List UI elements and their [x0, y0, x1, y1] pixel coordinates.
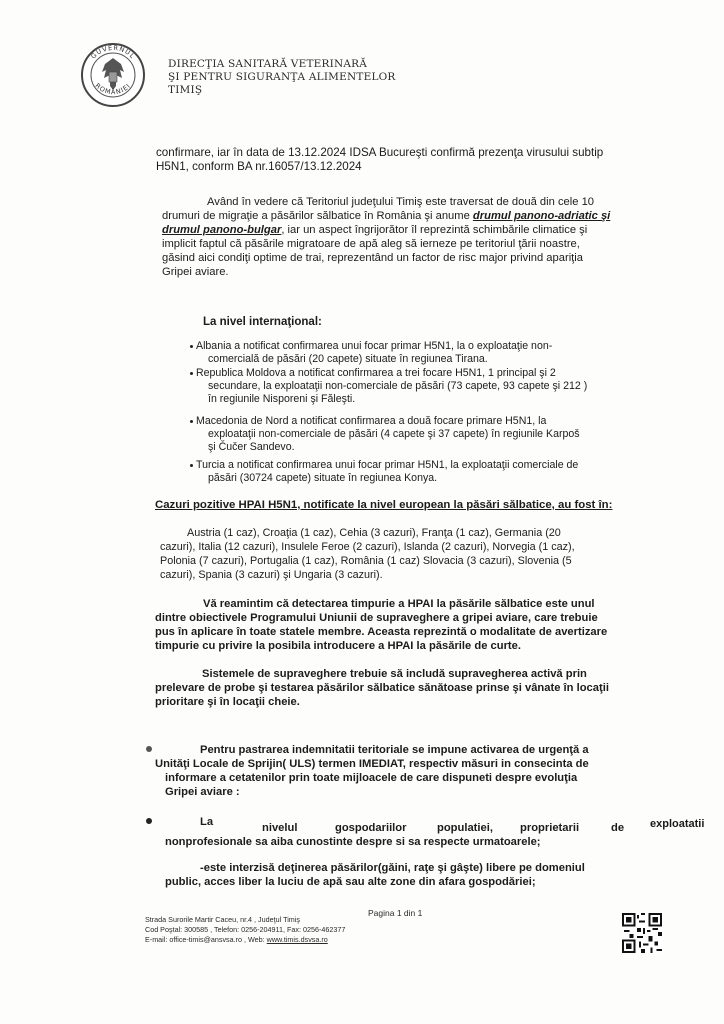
households-line-3: -este interzisă deţinerea păsărilor(găini, raţe şi gâşte) libere pe domeniul [200, 862, 585, 874]
surveillance-line-3: prioritare şi în locaţii cheie. [155, 696, 300, 708]
surveillance-line-2: prelevare de probe şi testarea păsărilor sălbatice sănătoase prinse şi vânate în locaţii [155, 682, 609, 694]
org-line-1: DIRECŢIA SANITARĂ VETERINARĂ [168, 58, 368, 70]
europe-line-4: cazuri), Spania (3 cazuri) şi Ungaria (3 cazuri). [160, 569, 383, 581]
para1-line-4: implicit faptul că păsările migratoare de apă aleg să ierneze pe teritoriul ţării noastre, [162, 238, 580, 250]
government-seal-icon [80, 42, 146, 108]
route-adriatic: drumul panono-adriatic şi [472, 210, 611, 222]
uls-line-4: Gripei aviare : [165, 786, 240, 798]
footer-web-link[interactable]: www.timis.dsvsa.ro [266, 935, 328, 944]
para1-line-2 [162, 210, 610, 223]
uls-line-3: informare a cetatenilor prin toate mijloacele de care dispuneti despre evoluţia [165, 772, 578, 784]
uls-line-1: Pentru pastrarea indemnitatii teritoriale se impune activarea de urgenţă a [200, 744, 589, 756]
footer-email: E-mail: office-timis@ansvsa.ro , Web: [145, 935, 267, 944]
households-line-4: public, acces liber la luciu de apă sau alte zone din afara gospodăriei; [165, 876, 536, 888]
route-bulgar: drumul panono-bulgar [162, 224, 282, 236]
bullet-dot-icon [190, 464, 193, 467]
households-word-4: populatiei, [437, 822, 493, 834]
qr-code-icon [622, 913, 662, 953]
households-line-2: nonprofesionale sa aiba cunostinte despre si sa respecte urmatoarele; [165, 836, 541, 848]
bullet-turcia-line-1: Turcia a notificat confirmarea unui focar primar H5N1, la exploataţii comerciale de [196, 459, 579, 471]
reminder-line-4: timpurie cu privire la posibila introducere a HPAI la păsările de curte. [155, 640, 521, 652]
bullet-dot-icon [146, 746, 152, 752]
bullet-turcia [190, 459, 578, 472]
reminder-line-3: pus în aplicare în toate statele membre. Aceasta reprezintă o modalitate de avertizare [155, 626, 608, 638]
para1-line-5: găsind aici condiţi optime de trai, reprezentând un factor de risc major privind apariţia [162, 252, 583, 264]
para1-line-3 [162, 224, 587, 237]
para1-line-3-text: , iar un aspect îngrijorător îl reprezintă schimbările climatice şi [281, 224, 588, 236]
bullet-macedonia-line-2: exploataţii non-comerciale de păsări (4 capete şi 37 capete) în regiunile Karpoš [208, 428, 580, 440]
households-word-3: gospodariilor [335, 822, 407, 834]
bullet-moldova-line-2: secundare, la exploataţii non-comerciale de păsări (73 capete, 93 capete şi 212 ) [208, 380, 588, 392]
para1-line-1: Având în vedere că Teritoriul judeţului Timiş este traversat de două din cele 10 [207, 196, 595, 208]
para1-line-6: Gripei aviare. [162, 266, 229, 278]
europe-heading: Cazuri pozitive HPAI H5N1, notificate la nivel european la păsări sălbatice, au fost în: [155, 499, 613, 511]
intro-line-1: confirmare, iar în data de 13.12.2024 IDSA Bucureşti confirmă prezenţa virusului subtip [156, 146, 604, 159]
seal-text-bottom: ROMÂNIEI [93, 81, 133, 97]
bullet-moldova-line-1: Republica Moldova a notificat confirmarea a trei focare H5N1, 1 principal şi 2 [196, 367, 556, 379]
international-heading: La nivel internaţional: [203, 316, 322, 328]
bullet-albania-line-2: comercială de păsări (20 capete) situate în regiunea Tirana. [208, 353, 488, 365]
reminder-line-2: dintre obiectivele Programului Uniunii de supraveghere a gripei aviare, care trebuie [155, 612, 598, 624]
intro-line-2: H5N1, conform BA nr.16057/13.12.2024 [156, 160, 362, 173]
bullet-moldova [190, 367, 556, 380]
bullet-moldova-line-3: în regiunile Nisporeni şi Făleşti. [208, 393, 356, 405]
bullet-albania-line-1: Albania a notificat confirmarea unui focar primar H5N1, la o exploataţie non- [196, 340, 553, 352]
households-word-1: La [200, 816, 214, 828]
europe-line-2: cazuri), Italia (12 cazuri), Insulele Feroe (2 cazuri), Islanda (2 cazuri), Norvegia (1 caz), [160, 541, 575, 553]
footer-address: Strada Surorile Martir Caceu, nr.4 , Judeţul Timiş [145, 915, 300, 924]
para1-line-2-text: drumuri de migraţie a păsărilor sălbatice în România şi anume [162, 210, 473, 222]
households-line-1 [200, 816, 213, 829]
reminder-line-1: Vă reamintim că detectarea timpurie a HPAI la păsările sălbatice este unul [203, 598, 595, 610]
surveillance-line-1: Sistemele de supraveghere trebuie să includă supravegherea activă prin [202, 668, 587, 680]
org-line-2: ŞI PENTRU SIGURANŢA ALIMENTELOR [168, 71, 396, 83]
households-word-6: de [611, 822, 625, 834]
footer-contact [145, 935, 328, 944]
europe-line-1: Austria (1 caz), Croaţia (1 caz), Cehia (3 cazuri), Franţa (1 caz), Germania (20 [187, 527, 561, 539]
bullet-dot-icon [190, 420, 193, 423]
bullet-dot-icon [190, 345, 193, 348]
page-number: Pagina 1 din 1 [368, 908, 423, 918]
europe-line-3: Polonia (7 cazuri), Portugalia (1 caz), România (1 caz) Slovacia (3 cazuri), Slovenia (5 [160, 555, 572, 567]
seal-text-top: GUVERNUL [89, 43, 137, 61]
bullet-macedonia-line-3: şi Čučer Sandevo. [208, 441, 295, 453]
uls-line-2: Unităţi Locale de Sprijin( ULS) termen IMEDIAT, respectiv măsuri in consecinta de [155, 758, 589, 770]
bullet-dot-icon [190, 372, 193, 375]
households-word-7: exploatatii [650, 818, 705, 830]
bullet-turcia-line-2: păsări (30724 capete) situate în regiunea Konya. [208, 472, 438, 484]
households-word-5: proprietarii [520, 822, 580, 834]
org-line-3: TIMIŞ [168, 84, 203, 96]
organization-name [168, 58, 396, 97]
bullet-macedonia [190, 415, 546, 428]
footer-postal: Cod Poştal: 300585 , Telefon: 0256-204911, Fax: 0256-462377 [145, 925, 346, 934]
bullet-dot-icon [146, 818, 152, 824]
bullet-macedonia-line-1: Macedonia de Nord a notificat confirmarea a două focare primare H5N1, la [196, 415, 547, 427]
bullet-albania [190, 340, 552, 353]
households-word-2: nivelul [262, 822, 298, 834]
